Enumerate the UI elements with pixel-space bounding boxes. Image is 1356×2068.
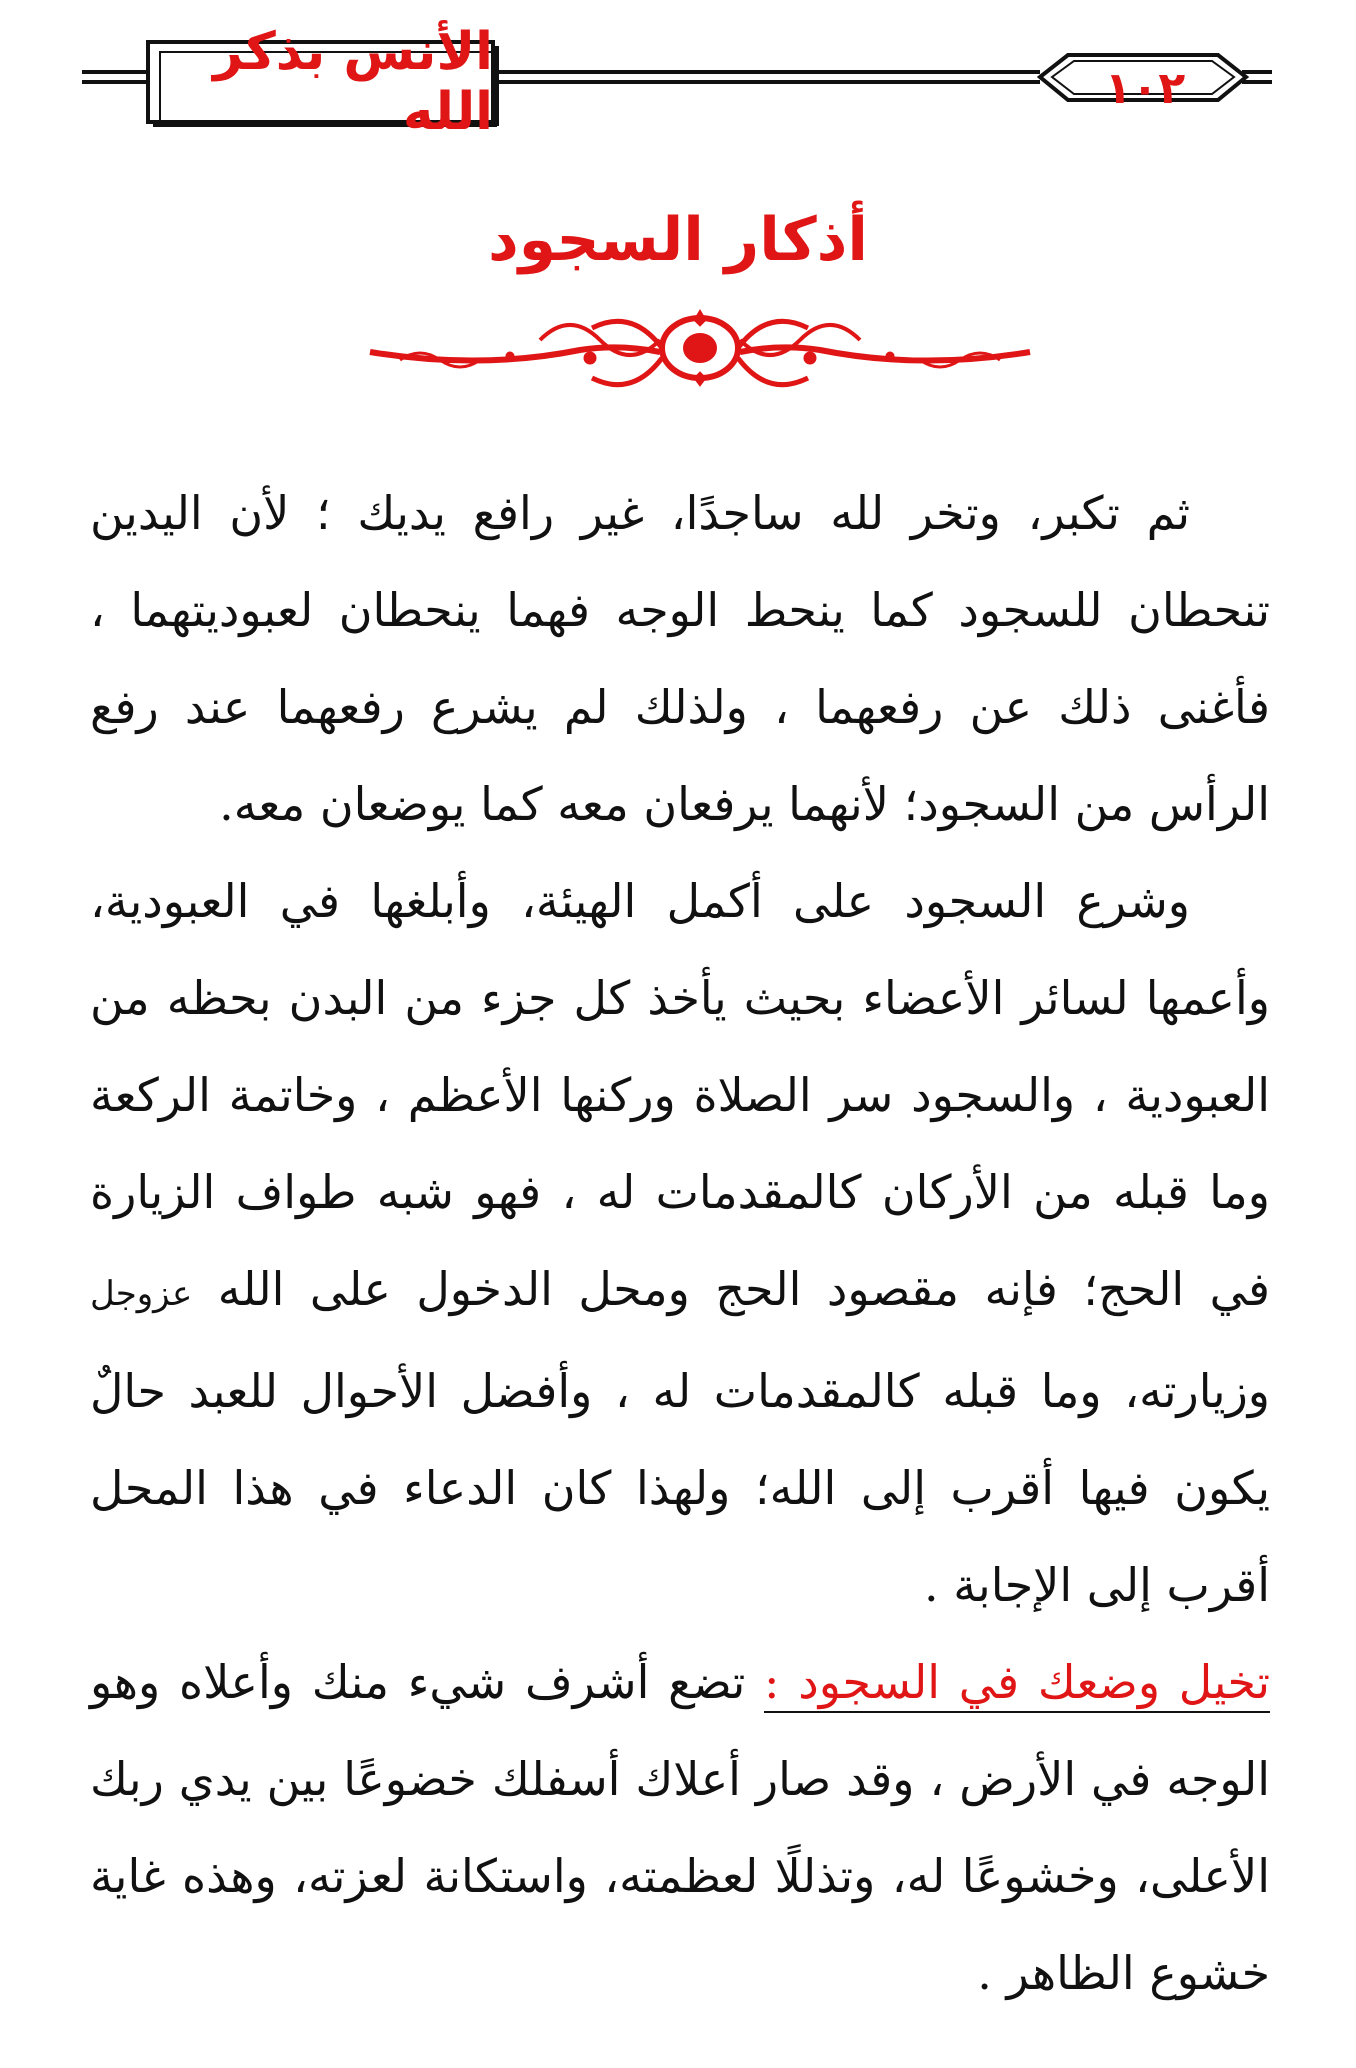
ornament-divider-icon <box>360 300 1040 400</box>
book-title: الأنس بذكر الله <box>213 22 493 142</box>
page-header <box>0 0 1356 150</box>
paragraph-1: ثم تكبر، وتخر لله ساجدًا، غير رافع يديك ؛ لأن اليدين تنحطان للسجود كما ينحط الوجه فهما ينحطان لعبوديتهما ، فأغنى ذلك عن رفعهما ، ولذلك لم يشرع رفعهما عند رفع الرأس من السجود؛ لأنهما يرفعان معه كما يوضعان معه. <box>90 486 1270 831</box>
paragraph-3-text: تضع أشرف شيء منك وأعلاه وهو الوجه في الأرض ، وقد صار أعلاك أسفلك خضوعًا بين يدي ربك الأعلى، وخشوعًا له، وتذللًا لعظمته، واستكانة لعزته، وهذه غاية خشوع الظاهر . <box>90 1655 1270 2000</box>
page-number: ١٠٢ <box>1104 62 1186 114</box>
honorific-mark: عزوجل <box>90 1274 193 1314</box>
body-text <box>90 465 1270 2022</box>
paragraph-3 <box>90 1634 1270 2022</box>
paragraph-2 <box>90 853 1270 1634</box>
chapter-title: أذكار السجود <box>487 205 868 275</box>
paragraph-2-part-b: وزيارته، وما قبله كالمقدمات له ، وأفضل الأحوال للعبد حالٌ يكون فيها أقرب إلى الله؛ ولهذا كان الدعاء في هذا المحل أقرب إلى الإجابة . <box>90 1364 1270 1612</box>
section-subheading: تخيل وضعك في السجود : <box>764 1655 1270 1713</box>
paragraph-2-part-a: وشرع السجود على أكمل الهيئة، وأبلغها في العبودية، وأعمها لسائر الأعضاء بحيث يأخذ كل جزء من البدن بحظه من العبودية ، والسجود سر الصلاة وركنها الأعظم ، وخاتمة الركعة وما قبله من الأركان كالمقدمات له ، فهو شبه طواف الزيارة في الحج؛ فإنه مقصود الحج ومحل الدخول على الله <box>90 874 1270 1316</box>
